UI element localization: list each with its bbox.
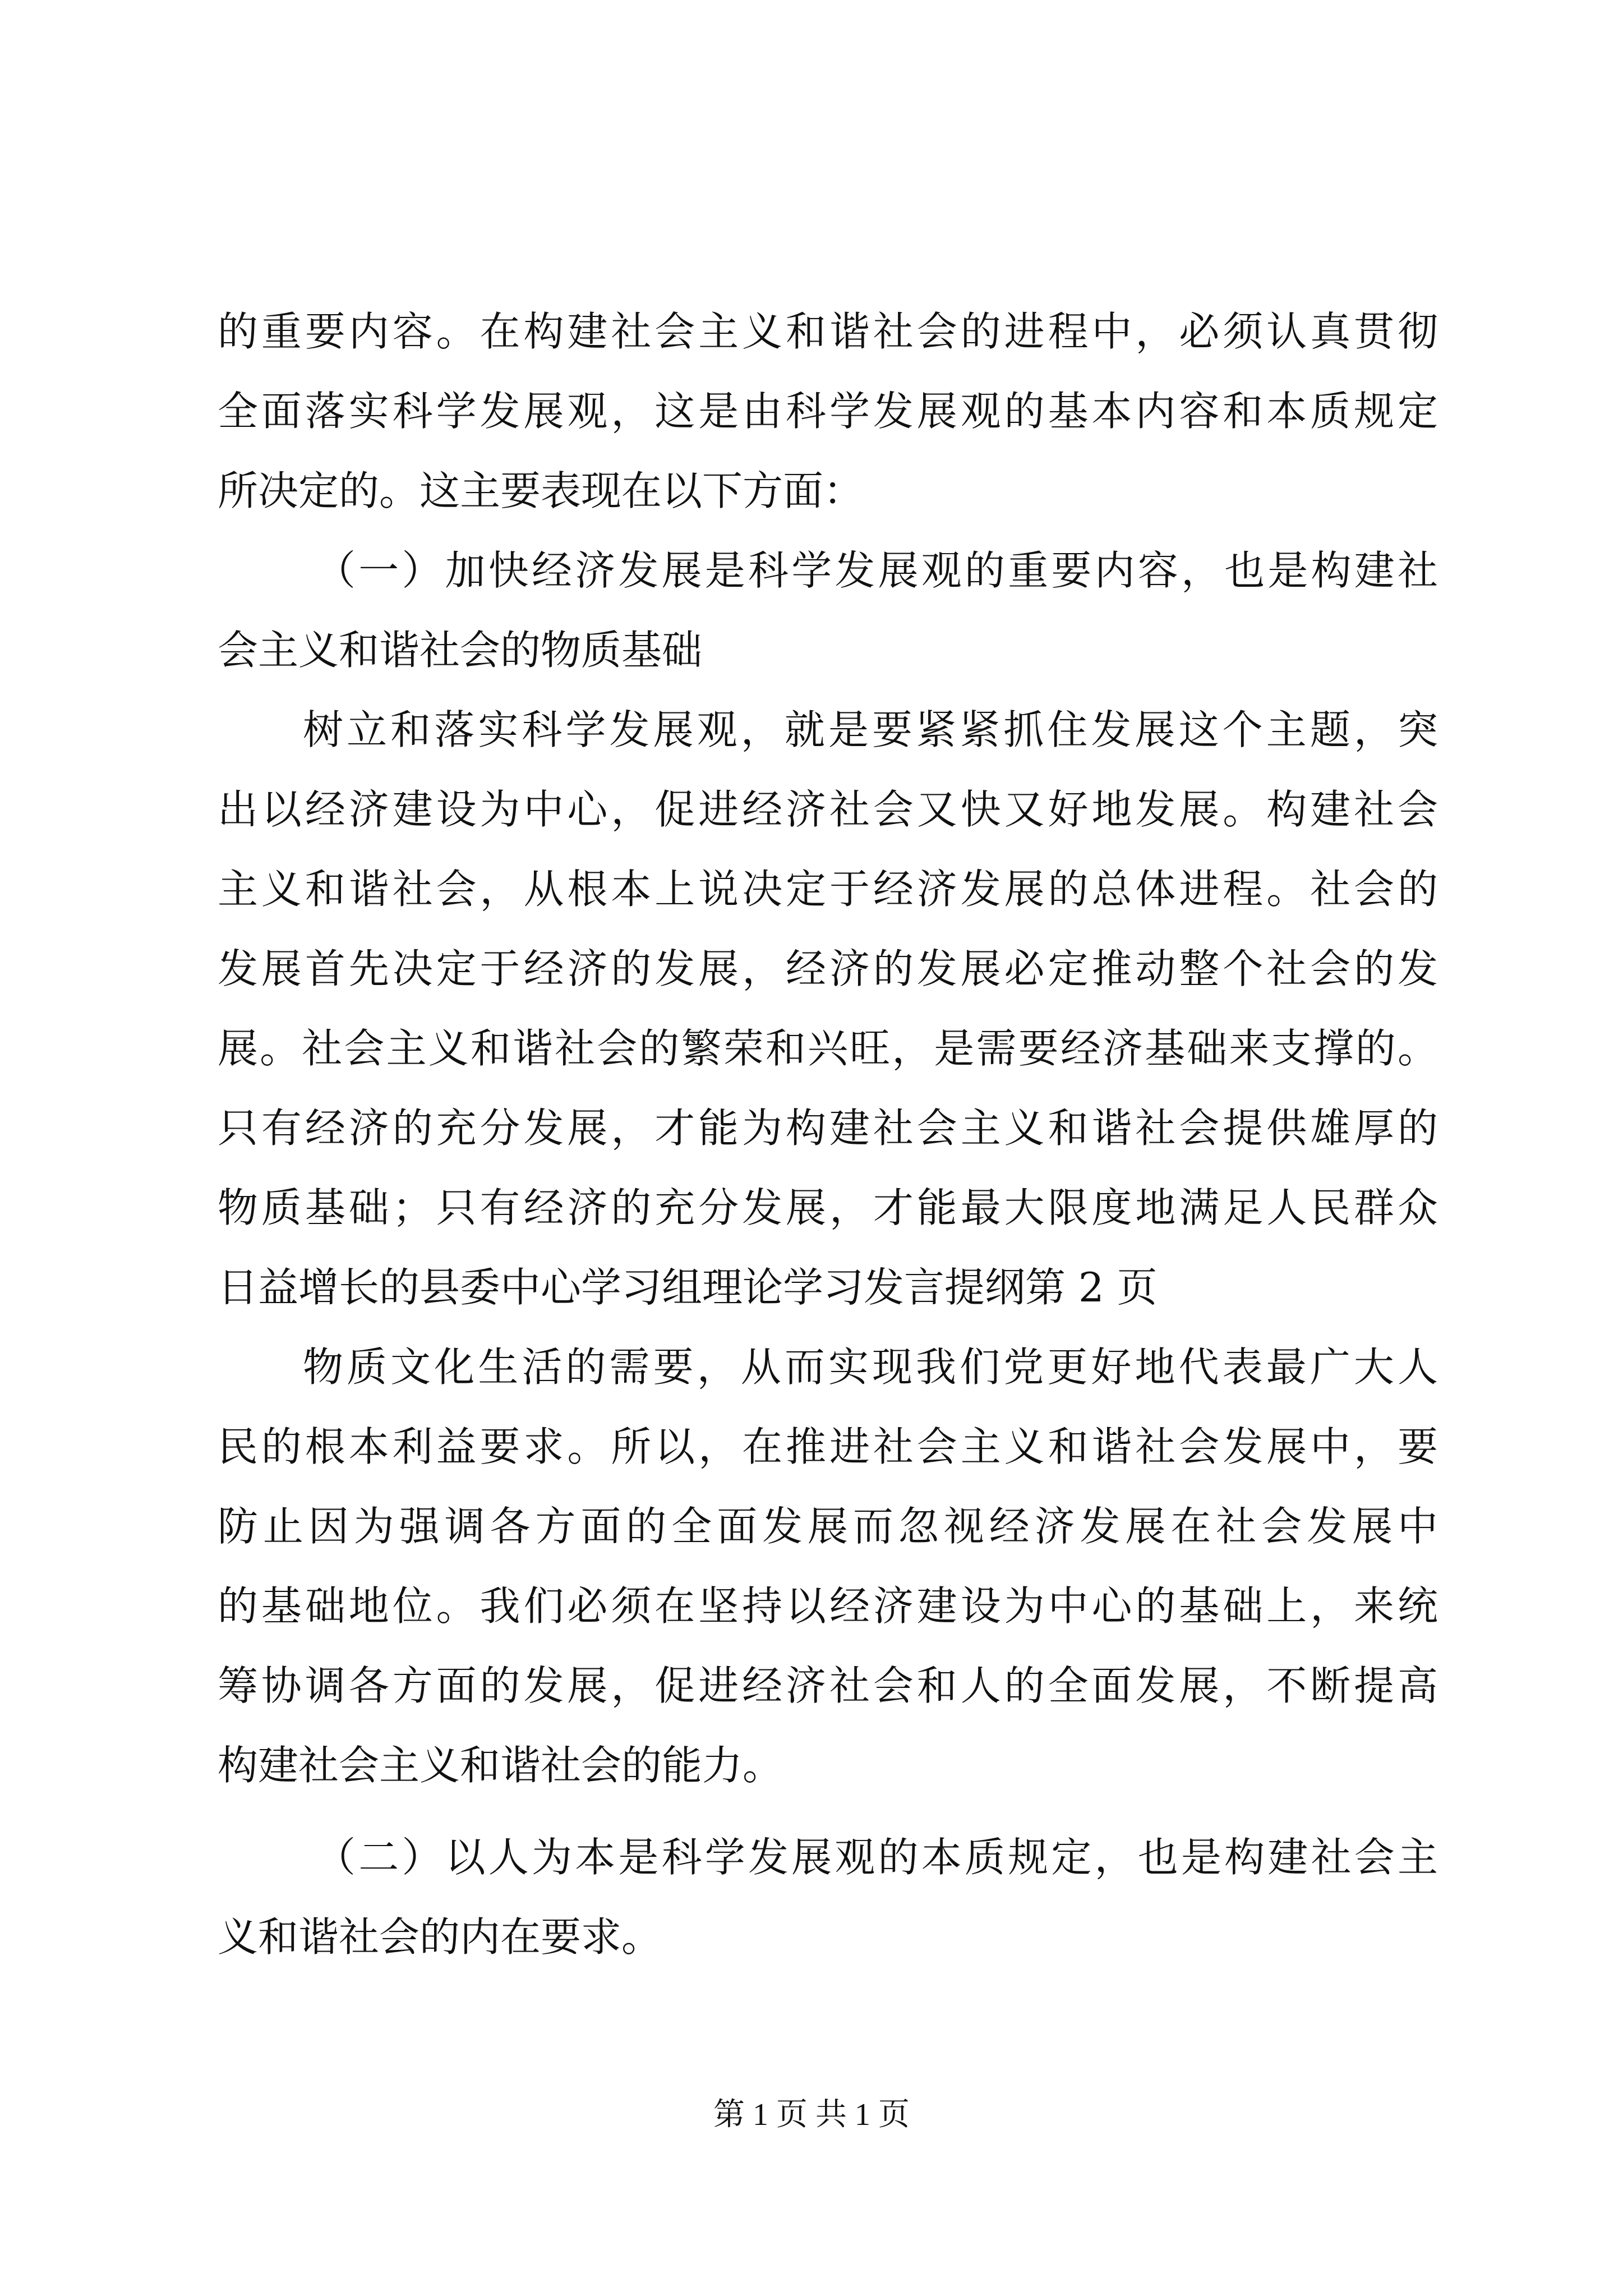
text-line: 义和谐社会的内在要求。	[218, 1913, 662, 1961]
text-line: 的基础地位。我们必须在坚持以经济建设为中心的基础上，来统	[218, 1582, 1438, 1630]
text-line: 只有经济的充分发展，才能为构建社会主义和谐社会提供雄厚的	[218, 1105, 1438, 1152]
text-line: （二）以人为本是科学发展观的本质规定，也是构建社会主	[315, 1834, 1438, 1881]
text-line: 防止因为强调各方面的全面发展而忽视经济发展在社会发展中	[218, 1503, 1438, 1550]
text-line: 物质基础；只有经济的充分发展，才能最大限度地满足人民群众	[218, 1184, 1438, 1231]
section-heading-one	[218, 531, 1438, 690]
paragraph-economic-development	[218, 690, 1438, 1327]
text-line: 展。社会主义和谐社会的繁荣和兴旺，是需要经济基础来支撑的。	[218, 1025, 1438, 1072]
text-line: 全面落实科学发展观，这是由科学发展观的基本内容和本质规定	[218, 388, 1438, 435]
text-line: 的重要内容。在构建社会主义和谐社会的进程中，必须认真贯彻	[218, 308, 1438, 355]
text-line: 出以经济建设为中心，促进经济社会又快又好地发展。构建社会	[218, 786, 1438, 833]
text-line: 物质文化生活的需要，从而实现我们党更好地代表最广大人	[303, 1343, 1438, 1391]
text-line: 日益增长的县委中心学习组理论学习发言提纲第 2 页	[218, 1264, 1158, 1311]
paragraph-material-culture	[218, 1327, 1438, 1805]
text-line: 会主义和谐社会的物质基础	[218, 627, 703, 674]
text-line: 主义和谐社会，从根本上说决定于经济发展的总体进程。社会的	[218, 866, 1438, 913]
text-line: 民的根本利益要求。所以，在推进社会主义和谐社会发展中，要	[218, 1423, 1438, 1470]
text-line: 筹协调各方面的发展，促进经济社会和人的全面发展，不断提高	[218, 1662, 1438, 1709]
text-line: 构建社会主义和谐社会的能力。	[218, 1742, 783, 1789]
page-footer: 第 1 页 共 1 页	[713, 2097, 910, 2132]
text-line: 树立和落实科学发展观，就是要紧紧抓住发展这个主题，突	[303, 706, 1438, 753]
section-heading-two	[218, 1818, 1438, 1977]
text-line: 发展首先决定于经济的发展，经济的发展必定推动整个社会的发	[218, 945, 1438, 992]
paragraph-intro	[218, 292, 1438, 531]
text-line: 所决定的。这主要表现在以下方面：	[218, 467, 864, 514]
text-line: （一）加快经济发展是科学发展观的重要内容，也是构建社	[315, 547, 1438, 594]
document-body	[218, 292, 1438, 1977]
